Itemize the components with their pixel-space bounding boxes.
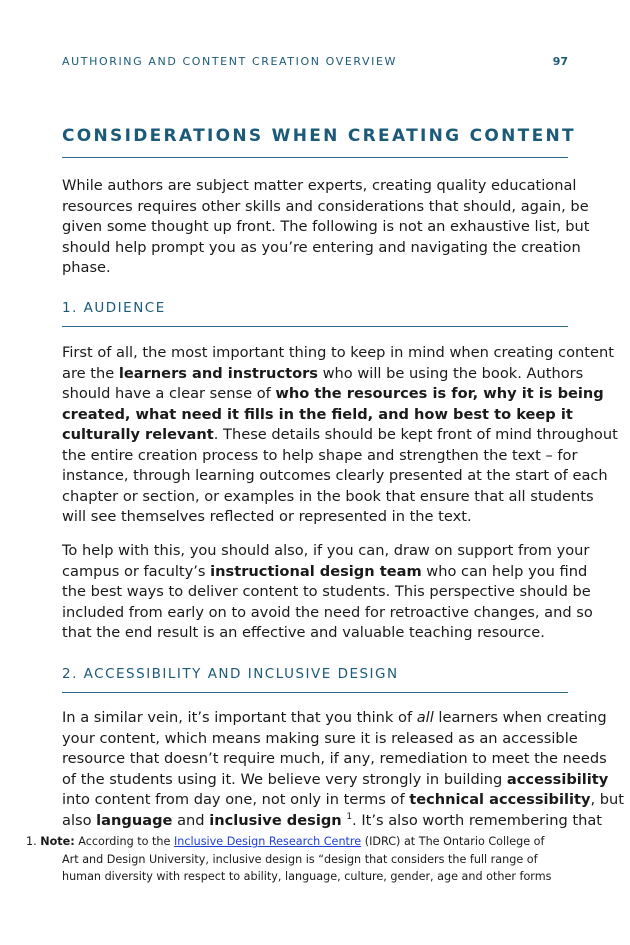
audience-heading-rule: [62, 326, 568, 327]
running-title: AUTHORING AND CONTENT CREATION OVERVIEW: [62, 55, 398, 68]
audience-line: instance, through learning outcomes clearly presented at the start of each: [62, 467, 608, 484]
accessibility-line: your content, which means making sure it is released as an accessible: [62, 729, 578, 747]
page-number: 97: [552, 55, 568, 68]
intro-line: should help prompt you as you’re entering and navigating the creation: [62, 238, 581, 256]
intro-paragraph: [62, 176, 590, 279]
intro-line: resources requires other skills and considerations that should, again, be: [62, 197, 589, 215]
running-header: [62, 55, 568, 68]
audience-line: are the learners and instructors who will be using the book. Authors: [62, 364, 584, 382]
accessibility-line: resource that doesn’t require much, if any, remediation to meet the needs: [62, 750, 607, 767]
audience-line: will see themselves reflected or represented in the text.: [62, 508, 472, 525]
audience-line: campus or faculty’s instructional design team who can help you find: [62, 562, 588, 580]
audience-line: First of all, the most important thing to keep in mind when creating content: [62, 344, 614, 361]
footnote-line: 1. Note: According to the Inclusive Design Research Centre (IDRC) at The Ontario College of: [26, 835, 545, 848]
intro-line: phase.: [62, 259, 111, 276]
bold-learners-instructors: learners and instructors: [118, 364, 318, 382]
footnote-marker: 1.: [26, 835, 37, 848]
audience-line: the entire creation process to help shape and strengthen the text – for: [62, 446, 578, 464]
footnote-reference[interactable]: 1: [346, 811, 353, 822]
accessibility-heading-rule: [62, 692, 568, 693]
section-title-rule: [62, 157, 568, 158]
audience-line: included from early on to avoid the need for retroactive changes, and so: [62, 603, 593, 621]
audience-paragraph-2: [62, 541, 593, 644]
footnote-label: Note:: [40, 835, 75, 848]
audience-line: the best ways to deliver content to students. This perspective should be: [62, 583, 591, 600]
audience-line: To help with this, you should also, if you can, draw on support from your: [62, 542, 590, 559]
audience-line: culturally relevant. These details should be kept front of mind throughout: [62, 426, 618, 443]
accessibility-line: into content from day one, not only in terms of technical accessibility, but: [62, 791, 625, 808]
bold-instructional-design: instructional design team: [210, 562, 422, 580]
footnote-line: human diversity with respect to ability, language, culture, gender, age and other forms: [62, 870, 552, 883]
accessibility-paragraph: [62, 708, 625, 831]
audience-line: chapter or section, or examples in the book that ensure that all students: [62, 487, 594, 505]
audience-heading: 1. AUDIENCE: [62, 300, 166, 316]
audience-line: created, what need it fills in the field, and how best to keep it: [62, 405, 573, 423]
intro-line: given some thought up front. The following is not an exhaustive list, but: [62, 218, 590, 235]
accessibility-line: of the students using it. We believe very strongly in building accessibility: [62, 770, 609, 788]
accessibility-heading: 2. ACCESSIBILITY AND INCLUSIVE DESIGN: [62, 666, 399, 682]
audience-line: that the end result is an effective and valuable teaching resource.: [62, 624, 545, 641]
intro-line: While authors are subject matter experts, creating quality educational: [62, 177, 577, 194]
accessibility-line: also language and inclusive design $^1$. It’s also worth remembering that: [62, 811, 603, 829]
idrc-link[interactable]: Inclusive Design Research Centre: [173, 835, 362, 848]
section-title: CONSIDERATIONS WHEN CREATING CONTENT: [62, 126, 576, 146]
footnote: [26, 833, 570, 886]
footnote-line: Art and Design University, inclusive design is “design that considers the full range of: [62, 852, 538, 866]
audience-paragraph-1: [62, 343, 618, 528]
accessibility-line: In a similar vein, it’s important that you think of all learners when creating: [62, 709, 607, 726]
audience-line: should have a clear sense of who the resources is for, why it is being: [62, 385, 604, 402]
